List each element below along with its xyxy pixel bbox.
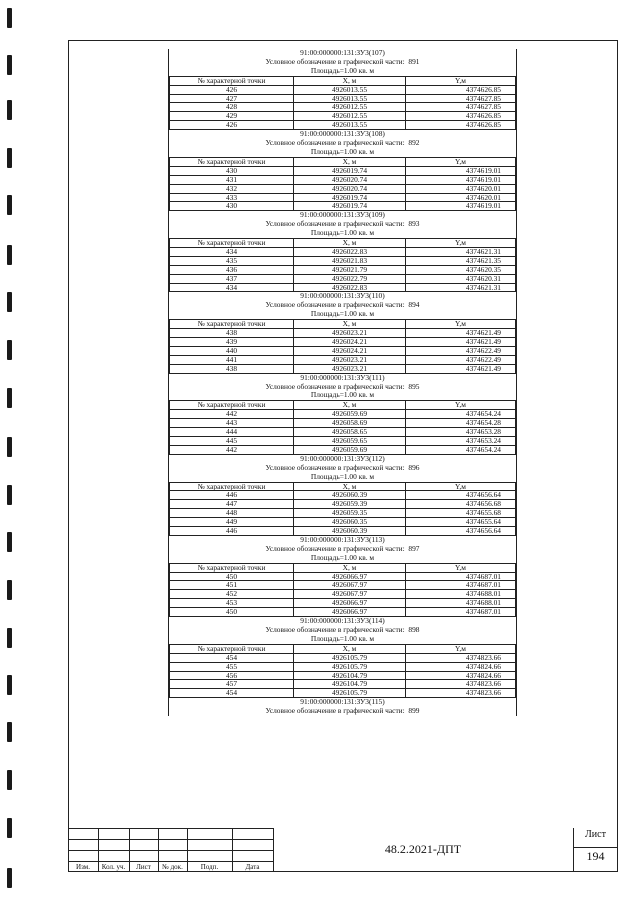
table-row xyxy=(170,445,516,454)
column-header: Y,м xyxy=(406,320,516,329)
column-header: № характерной точки xyxy=(170,239,294,248)
table-row xyxy=(170,410,516,419)
table-header-row xyxy=(170,563,516,572)
x-coordinate: 4926019.74 xyxy=(294,166,406,175)
parcel-code: 91:00:000000:131:ЗУ3(113) xyxy=(300,534,385,544)
table-header-row xyxy=(170,157,516,166)
binding-mark xyxy=(7,55,12,75)
y-coordinate: 4374653.28 xyxy=(406,428,516,437)
binding-mark xyxy=(7,580,12,600)
table-row xyxy=(170,103,516,112)
table-row xyxy=(170,329,516,338)
symbol-label: Условное обозначение в графической части: xyxy=(265,219,405,229)
point-number: 454 xyxy=(170,653,294,662)
x-coordinate: 4926059.35 xyxy=(294,509,406,518)
column-header: № характерной точки xyxy=(170,320,294,329)
coordinates-table xyxy=(169,76,516,130)
point-number: 450 xyxy=(170,572,294,581)
table-header-row xyxy=(170,482,516,491)
table-header-row xyxy=(170,644,516,653)
parcel-area: Площадь=1.00 кв. м xyxy=(310,552,375,562)
parcel-code: 91:00:000000:131:ЗУ3(107) xyxy=(300,48,385,57)
point-number: 455 xyxy=(170,662,294,671)
column-header: X, м xyxy=(294,644,406,653)
parcel-area: Площадь=1.00 кв. м xyxy=(310,633,375,643)
x-coordinate: 4926066.97 xyxy=(294,608,406,617)
binding-margin xyxy=(0,0,20,905)
point-number: 457 xyxy=(170,680,294,689)
column-header: Y,м xyxy=(406,563,516,572)
x-coordinate: 4926023.21 xyxy=(294,364,406,373)
y-coordinate: 4374626.85 xyxy=(406,85,516,94)
binding-mark xyxy=(7,818,12,838)
parcel-area: Площадь=1.00 кв. м xyxy=(310,228,375,238)
symbol-number: 897 xyxy=(408,543,420,553)
coordinates-table xyxy=(169,644,516,698)
symbol-number: 895 xyxy=(408,381,420,391)
binding-mark xyxy=(7,148,12,168)
point-number: 442 xyxy=(170,445,294,454)
y-coordinate: 4374687.01 xyxy=(406,581,516,590)
y-coordinate: 4374621.49 xyxy=(406,329,516,338)
y-coordinate: 4374823.66 xyxy=(406,653,516,662)
point-number: 452 xyxy=(170,590,294,599)
symbol-number: 891 xyxy=(408,56,420,66)
binding-mark xyxy=(7,675,12,695)
x-coordinate: 4926066.97 xyxy=(294,599,406,608)
y-coordinate: 4374620.35 xyxy=(406,265,516,274)
symbol-number: 893 xyxy=(408,219,420,229)
x-coordinate: 4926023.21 xyxy=(294,355,406,364)
stamp-label-doc: № док. xyxy=(162,863,183,871)
table-row xyxy=(170,364,516,373)
y-coordinate: 4374824.66 xyxy=(406,662,516,671)
binding-mark xyxy=(7,868,12,888)
binding-mark xyxy=(7,245,12,265)
x-coordinate: 4926013.55 xyxy=(294,94,406,103)
stamp-label-izm: Изм. xyxy=(76,863,90,871)
y-coordinate: 4374655.64 xyxy=(406,518,516,527)
column-header: X, м xyxy=(294,76,406,85)
y-coordinate: 4374626.85 xyxy=(406,121,516,130)
y-coordinate: 4374621.49 xyxy=(406,364,516,373)
column-header: № характерной точки xyxy=(170,482,294,491)
x-coordinate: 4926058.69 xyxy=(294,419,406,428)
table-header-row xyxy=(170,239,516,248)
x-coordinate: 4926105.79 xyxy=(294,653,406,662)
table-row xyxy=(170,436,516,445)
point-number: 437 xyxy=(170,274,294,283)
y-coordinate: 4374621.31 xyxy=(406,283,516,292)
coordinates-table xyxy=(169,482,516,536)
x-coordinate: 4926024.21 xyxy=(294,338,406,347)
y-coordinate: 4374627.85 xyxy=(406,103,516,112)
y-coordinate: 4374654.24 xyxy=(406,410,516,419)
binding-mark xyxy=(7,485,12,505)
point-number: 454 xyxy=(170,689,294,698)
y-coordinate: 4374620.31 xyxy=(406,274,516,283)
point-number: 446 xyxy=(170,491,294,500)
table-row xyxy=(170,509,516,518)
symbol-number: 896 xyxy=(408,462,420,472)
parcel-area: Площадь=1.00 кв. м xyxy=(310,146,375,156)
x-coordinate: 4926021.79 xyxy=(294,265,406,274)
y-coordinate: 4374823.66 xyxy=(406,680,516,689)
y-coordinate: 4374824.66 xyxy=(406,671,516,680)
x-coordinate: 4926105.79 xyxy=(294,662,406,671)
stamp-label-sign: Подп. xyxy=(200,863,219,871)
point-number: 430 xyxy=(170,166,294,175)
table-header-row xyxy=(170,401,516,410)
coordinates-table xyxy=(169,238,516,292)
parcel-area: Площадь=1.00 кв. м xyxy=(310,471,375,481)
x-coordinate: 4926024.21 xyxy=(294,346,406,355)
parcel-code: 91:00:000000:131:ЗУ3(115) xyxy=(300,697,385,707)
point-number: 435 xyxy=(170,256,294,265)
coordinates-content xyxy=(168,49,517,716)
table-row xyxy=(170,265,516,274)
x-coordinate: 4926012.55 xyxy=(294,103,406,112)
y-coordinate: 4374619.01 xyxy=(406,202,516,211)
table-row xyxy=(170,572,516,581)
symbol-label: Условное обозначение в графической части: xyxy=(265,706,405,716)
y-coordinate: 4374653.24 xyxy=(406,436,516,445)
point-number: 444 xyxy=(170,428,294,437)
column-header: X, м xyxy=(294,239,406,248)
y-coordinate: 4374656.64 xyxy=(406,527,516,536)
coordinates-table xyxy=(169,400,516,454)
y-coordinate: 4374621.49 xyxy=(406,338,516,347)
stamp-label-date: Дата xyxy=(245,863,260,871)
x-coordinate: 4926067.97 xyxy=(294,581,406,590)
column-header: Y,м xyxy=(406,157,516,166)
binding-mark xyxy=(7,532,12,552)
binding-mark xyxy=(7,100,12,120)
table-row xyxy=(170,247,516,256)
coordinates-table xyxy=(169,563,516,617)
y-coordinate: 4374688.01 xyxy=(406,590,516,599)
point-number: 427 xyxy=(170,94,294,103)
column-header: № характерной точки xyxy=(170,76,294,85)
table-row xyxy=(170,112,516,121)
y-coordinate: 4374656.64 xyxy=(406,491,516,500)
column-header: X, м xyxy=(294,157,406,166)
x-coordinate: 4926023.21 xyxy=(294,329,406,338)
point-number: 429 xyxy=(170,112,294,121)
table-row xyxy=(170,662,516,671)
column-header: Y,м xyxy=(406,239,516,248)
x-coordinate: 4926019.74 xyxy=(294,202,406,211)
y-coordinate: 4374626.85 xyxy=(406,112,516,121)
table-row xyxy=(170,428,516,437)
symbol-label: Условное обозначение в графической части: xyxy=(265,300,405,310)
binding-mark xyxy=(7,722,12,742)
symbol-label: Условное обозначение в графической части: xyxy=(265,381,405,391)
y-coordinate: 4374688.01 xyxy=(406,599,516,608)
x-coordinate: 4926059.69 xyxy=(294,445,406,454)
sheet-label: Лист xyxy=(585,829,606,840)
symbol-label: Условное обозначение в графической части: xyxy=(265,56,405,66)
x-coordinate: 4926059.65 xyxy=(294,436,406,445)
table-row xyxy=(170,599,516,608)
point-number: 430 xyxy=(170,202,294,211)
point-number: 443 xyxy=(170,419,294,428)
table-row xyxy=(170,274,516,283)
binding-mark xyxy=(7,8,12,28)
point-number: 448 xyxy=(170,509,294,518)
point-number: 450 xyxy=(170,608,294,617)
x-coordinate: 4926067.97 xyxy=(294,590,406,599)
column-header: Y,м xyxy=(406,401,516,410)
y-coordinate: 4374656.68 xyxy=(406,500,516,509)
table-row xyxy=(170,193,516,202)
x-coordinate: 4926020.74 xyxy=(294,175,406,184)
symbol-label: Условное обозначение в графической части: xyxy=(265,625,405,634)
y-coordinate: 4374619.01 xyxy=(406,166,516,175)
point-number: 438 xyxy=(170,364,294,373)
y-coordinate: 4374622.49 xyxy=(406,355,516,364)
table-row xyxy=(170,581,516,590)
binding-mark xyxy=(7,195,12,215)
x-coordinate: 4926060.39 xyxy=(294,491,406,500)
column-header: Y,м xyxy=(406,482,516,491)
x-coordinate: 4926104.79 xyxy=(294,671,406,680)
x-coordinate: 4926013.55 xyxy=(294,85,406,94)
x-coordinate: 4926019.74 xyxy=(294,193,406,202)
point-number: 434 xyxy=(170,283,294,292)
binding-mark xyxy=(7,770,12,790)
y-coordinate: 4374620.01 xyxy=(406,184,516,193)
x-coordinate: 4926020.74 xyxy=(294,184,406,193)
x-coordinate: 4926105.79 xyxy=(294,689,406,698)
point-number: 431 xyxy=(170,175,294,184)
y-coordinate: 4374627.85 xyxy=(406,94,516,103)
table-row xyxy=(170,671,516,680)
y-coordinate: 4374654.24 xyxy=(406,445,516,454)
symbol-number: 894 xyxy=(408,300,420,310)
x-coordinate: 4926012.55 xyxy=(294,112,406,121)
y-coordinate: 4374687.01 xyxy=(406,572,516,581)
binding-mark xyxy=(7,340,12,360)
x-coordinate: 4926022.79 xyxy=(294,274,406,283)
y-coordinate: 4374655.68 xyxy=(406,509,516,518)
table-row xyxy=(170,518,516,527)
stamp-line xyxy=(573,847,618,848)
x-coordinate: 4926058.65 xyxy=(294,428,406,437)
parcel-code: 91:00:000000:131:ЗУ3(109) xyxy=(300,210,385,220)
point-number: 438 xyxy=(170,329,294,338)
point-number: 426 xyxy=(170,85,294,94)
y-coordinate: 4374621.35 xyxy=(406,256,516,265)
table-row xyxy=(170,175,516,184)
y-coordinate: 4374619.01 xyxy=(406,175,516,184)
parcel-code: 91:00:000000:131:ЗУ3(114) xyxy=(300,616,385,626)
point-number: 442 xyxy=(170,410,294,419)
table-row xyxy=(170,653,516,662)
symbol-line xyxy=(169,707,516,716)
x-coordinate: 4926022.83 xyxy=(294,283,406,292)
table-header-row xyxy=(170,76,516,85)
y-coordinate: 4374620.01 xyxy=(406,193,516,202)
point-number: 456 xyxy=(170,671,294,680)
stamp-label-kol-uch: Кол. уч. xyxy=(101,863,126,871)
table-row xyxy=(170,680,516,689)
parcel-area: Площадь=1.00 кв. м xyxy=(310,65,375,75)
point-number: 432 xyxy=(170,184,294,193)
stamp-label-list: Лист xyxy=(136,863,151,871)
table-row xyxy=(170,590,516,599)
column-header: X, м xyxy=(294,401,406,410)
table-row xyxy=(170,94,516,103)
point-number: 433 xyxy=(170,193,294,202)
x-coordinate: 4926104.79 xyxy=(294,680,406,689)
point-number: 434 xyxy=(170,247,294,256)
point-number: 446 xyxy=(170,527,294,536)
x-coordinate: 4926021.83 xyxy=(294,256,406,265)
x-coordinate: 4926060.35 xyxy=(294,518,406,527)
table-row xyxy=(170,355,516,364)
table-row xyxy=(170,338,516,347)
x-coordinate: 4926060.39 xyxy=(294,527,406,536)
point-number: 449 xyxy=(170,518,294,527)
symbol-number: 898 xyxy=(408,625,420,634)
y-coordinate: 4374823.66 xyxy=(406,689,516,698)
column-header: № характерной точки xyxy=(170,157,294,166)
point-number: 453 xyxy=(170,599,294,608)
y-coordinate: 4374687.01 xyxy=(406,608,516,617)
coordinates-table xyxy=(169,319,516,373)
table-row xyxy=(170,500,516,509)
column-header: № характерной точки xyxy=(170,563,294,572)
table-header-row xyxy=(170,320,516,329)
table-row xyxy=(170,85,516,94)
parcel-code: 91:00:000000:131:ЗУ3(111) xyxy=(300,372,385,382)
point-number: 445 xyxy=(170,436,294,445)
document-code: 48.2.2021-ДПТ xyxy=(384,842,462,856)
point-number: 440 xyxy=(170,346,294,355)
column-header: № характерной точки xyxy=(170,644,294,653)
binding-mark xyxy=(7,437,12,457)
table-row xyxy=(170,346,516,355)
x-coordinate: 4926066.97 xyxy=(294,572,406,581)
column-header: X, м xyxy=(294,563,406,572)
y-coordinate: 4374621.31 xyxy=(406,247,516,256)
column-header: Y,м xyxy=(406,76,516,85)
symbol-label: Условное обозначение в графической части: xyxy=(265,543,405,553)
table-row xyxy=(170,491,516,500)
parcel-code: 91:00:000000:131:ЗУ3(110) xyxy=(300,291,385,301)
binding-mark xyxy=(7,388,12,408)
table-row xyxy=(170,166,516,175)
parcel-code: 91:00:000000:131:ЗУ3(108) xyxy=(300,129,385,139)
symbol-label: Условное обозначение в графической части: xyxy=(265,138,405,148)
table-row xyxy=(170,256,516,265)
title-block xyxy=(68,828,618,872)
column-header: X, м xyxy=(294,320,406,329)
x-coordinate: 4926013.55 xyxy=(294,121,406,130)
column-header: X, м xyxy=(294,482,406,491)
parcel-code: 91:00:000000:131:ЗУ3(112) xyxy=(300,453,385,463)
point-number: 441 xyxy=(170,355,294,364)
sheet-number: 194 xyxy=(586,849,605,863)
column-header: № характерной точки xyxy=(170,401,294,410)
x-coordinate: 4926059.39 xyxy=(294,500,406,509)
y-coordinate: 4374654.28 xyxy=(406,419,516,428)
point-number: 447 xyxy=(170,500,294,509)
y-coordinate: 4374622.49 xyxy=(406,346,516,355)
point-number: 428 xyxy=(170,103,294,112)
point-number: 436 xyxy=(170,265,294,274)
table-row xyxy=(170,184,516,193)
point-number: 451 xyxy=(170,581,294,590)
x-coordinate: 4926059.69 xyxy=(294,410,406,419)
symbol-label: Условное обозначение в графической части: xyxy=(265,462,405,472)
coordinates-table xyxy=(169,157,516,211)
binding-mark xyxy=(7,292,12,312)
x-coordinate: 4926022.83 xyxy=(294,247,406,256)
table-row xyxy=(170,419,516,428)
symbol-number: 899 xyxy=(408,706,420,716)
parcel-area: Площадь=1.00 кв. м xyxy=(310,390,375,400)
symbol-number: 892 xyxy=(408,138,420,148)
binding-mark xyxy=(7,628,12,648)
parcel-area: Площадь=1.00 кв. м xyxy=(310,309,375,319)
point-number: 426 xyxy=(170,121,294,130)
column-header: Y,м xyxy=(406,644,516,653)
point-number: 439 xyxy=(170,338,294,347)
